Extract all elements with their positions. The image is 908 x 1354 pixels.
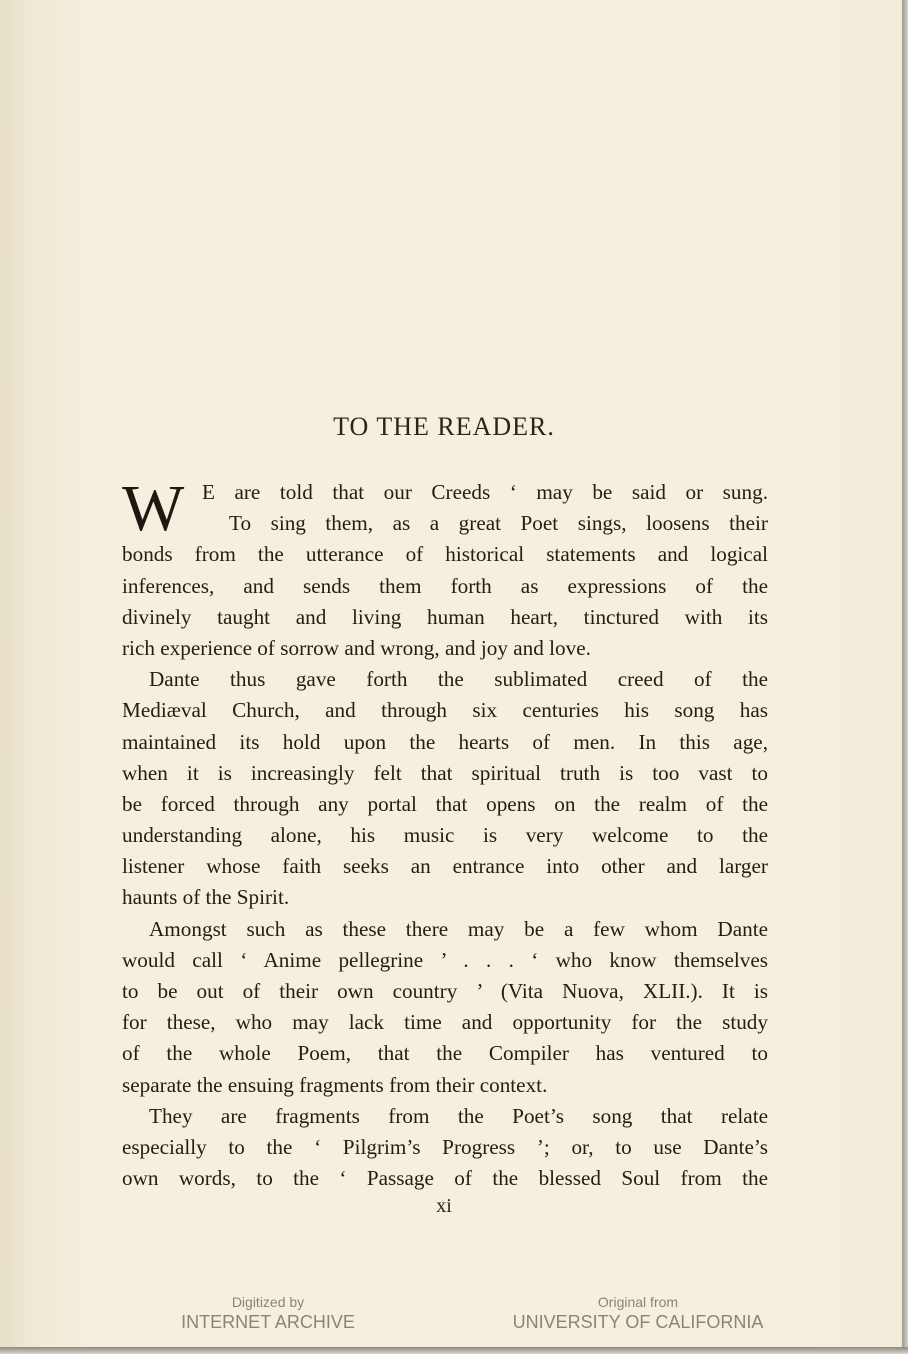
page-title: TO THE READER. bbox=[333, 412, 555, 441]
text-line: especially to the ‘ Pilgrim’s Progress ’; or, to use Dante’s bbox=[122, 1134, 768, 1159]
text-line: To sing them, as a great Poet sings, loosens their bbox=[229, 511, 768, 536]
text-line: understanding alone, his music is very welcome to the bbox=[122, 823, 768, 848]
text-line: They are fragments from the Poet’s song that relate bbox=[149, 1103, 768, 1128]
original-from-credit bbox=[488, 1293, 788, 1333]
text-line: for these, who may lack time and opportunity for the study bbox=[122, 1010, 768, 1035]
digitized-by-label: Digitized by bbox=[231, 1294, 305, 1310]
internet-archive-label: INTERNET ARCHIVE bbox=[181, 1312, 355, 1332]
text-line: E are told that our Creeds ‘ may be said or sung. bbox=[202, 480, 768, 504]
original-from-label: Original from bbox=[597, 1294, 679, 1310]
text-line: own words, to the ‘ Passage of the blessed Soul from the bbox=[122, 1166, 768, 1191]
text-line: bonds from the utterance of historical statements and logical bbox=[122, 542, 768, 567]
text-line: when it is increasingly felt that spiritual truth is too vast to bbox=[122, 760, 768, 785]
text-line: maintained its hold upon the hearts of men. In this age, bbox=[122, 729, 768, 754]
text-line: be forced through any portal that opens on the realm of the bbox=[122, 791, 768, 816]
text-line: Dante thus gave forth the sublimated creed of the bbox=[149, 667, 768, 692]
digitized-by-credit bbox=[168, 1293, 368, 1333]
page-body bbox=[122, 472, 768, 1194]
text-line: to be out of their own country ’ (Vita Nuova, XLII.). It is bbox=[122, 979, 768, 1003]
text-line: Mediæval Church, and through six centuries his song has bbox=[122, 698, 768, 723]
text-line: haunts of the Spirit. bbox=[122, 885, 290, 910]
page-number: xi bbox=[436, 1195, 452, 1217]
text-line: Amongst such as these there may be a few whom Dante bbox=[149, 916, 768, 941]
opening-paragraph bbox=[122, 472, 768, 545]
drop-cap: W bbox=[122, 472, 185, 545]
text-line: listener whose faith seeks an entrance into other and larger bbox=[122, 854, 768, 879]
text-line: rich experience of sorrow and wrong, and joy and love. bbox=[122, 635, 591, 660]
text-line: of the whole Poem, that the Compiler has ventured to bbox=[122, 1041, 768, 1066]
text-line: divinely taught and living human heart, tinctured with its bbox=[122, 604, 768, 629]
text-line: inferences, and sends them forth as expressions of the bbox=[122, 573, 768, 598]
text-line: would call ‘ Anime pellegrine ’ . . . ‘ who know themselves bbox=[122, 947, 768, 972]
page-edge-shadow bbox=[0, 1347, 908, 1354]
text-line: separate the ensuing fragments from their context. bbox=[122, 1072, 548, 1097]
university-label: UNIVERSITY OF CALIFORNIA bbox=[512, 1312, 764, 1332]
